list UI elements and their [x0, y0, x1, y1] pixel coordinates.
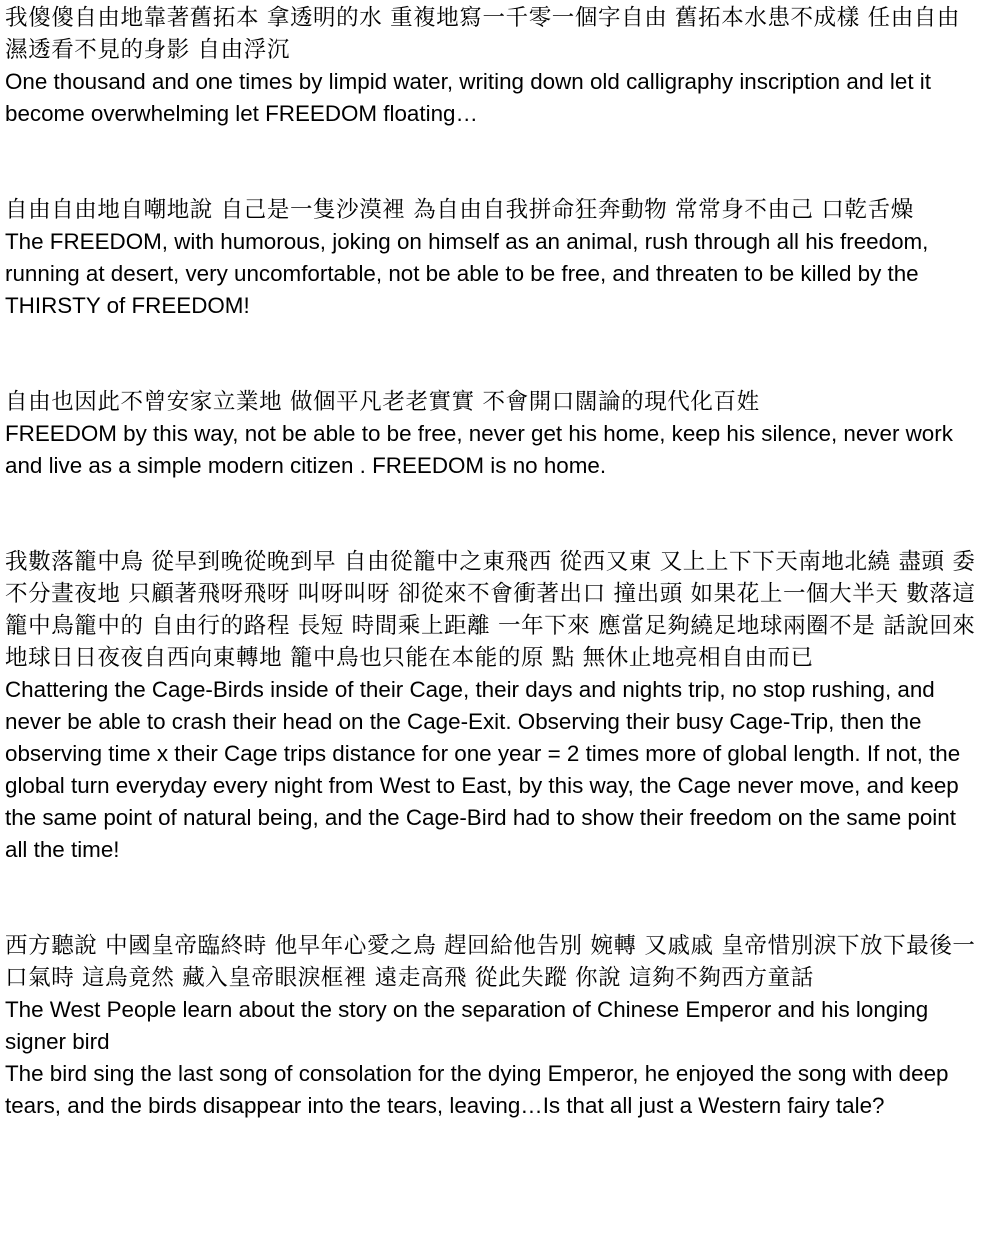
stanza-5-chinese-text: 西方聽說 中國皇帝臨終時 他早年心愛之鳥 趕回給他告別 婉轉 又戚戚 皇帝惜別淚下放下最後一口氣時 這鳥竟然 藏入皇帝眼淚框裡 遠走高飛 從此失蹤 你說 這夠不夠西方童話 — [5, 933, 976, 991]
document-body — [5, 2, 980, 1122]
stanza-divider — [5, 866, 980, 930]
stanza-1-english-text: One thousand and one times by limpid water, writing down old calligraphy inscription and let it become overwhelming let FREEDOM floating… — [5, 69, 931, 126]
stanza-4 — [5, 546, 980, 866]
stanza-4-english-text: Chattering the Cage-Birds inside of their Cage, their days and nights trip, no stop rushing, and never be able to crash their head on the Cage-Exit. Observing their busy Cage-Trip, then the observing time x their Cage trips distance for one year = 2 times more of global length. If not, the global turn everyday every night from West to East, by this way, the Cage never move, and keep the same point of natural being, and the Cage-Bird had to show their freedom on the same point all the time! — [5, 677, 961, 862]
stanza-5 — [5, 930, 980, 1122]
stanza-3-english-text: FREEDOM by this way, not be able to be free, never get his home, keep his silence, never work and live as a simple modern citizen . FREEDOM is no home. — [5, 421, 953, 478]
stanza-1 — [5, 2, 980, 130]
stanza-5-english-text-continued: The bird sing the last song of consolation for the dying Emperor, he enjoyed the song with deep tears, and the birds disappear into the tears, leaving…Is that all just a Western fairy tale? — [5, 1061, 949, 1118]
stanza-3-chinese-text: 自由也因此不曾安家立業地 做個平凡老老實實 不會開口闊論的現代化百姓 — [5, 389, 760, 415]
stanza-2-english-text: The FREEDOM, with humorous, joking on himself as an animal, rush through all his freedom, running at desert, very uncomfortable, not be able to be free, and threaten to be killed by the THIRSTY of FREEDOM! — [5, 229, 929, 318]
stanza-2 — [5, 194, 980, 322]
stanza-5-english-text: The West People learn about the story on the separation of Chinese Emperor and his longing signer bird — [5, 997, 929, 1054]
stanza-divider — [5, 322, 980, 386]
stanza-2-chinese-text: 自由自由地自嘲地說 自己是一隻沙漠裡 為自由自我拼命狂奔動物 常常身不由己 口乾舌燥 — [5, 197, 914, 223]
stanza-1-chinese-text: 我傻傻自由地靠著舊拓本 拿透明的水 重複地寫一千零一個字自由 舊拓本水患不成樣 任由自由 濕透看不見的身影 自由浮沉 — [5, 5, 961, 63]
stanza-4-chinese-text: 我數落籠中鳥 從早到晚從晚到早 自由從籠中之東飛西 從西又東 又上上下下天南地北繞 盡頭 委不分晝夜地 只顧著飛呀飛呀 叫呀叫呀 卻從來不會衝著出口 撞出頭 如果花上一個大半天 數落這籠中鳥籠中的 自由行的路程 長短 時間乘上距離 一年下來 應當足夠繞足地球兩圈不是 話說回來 地球日日夜夜自西向東轉地 籠中鳥也只能在本能的原 點 無休止地亮相自由而已 — [5, 549, 976, 671]
stanza-3 — [5, 386, 980, 482]
stanza-divider — [5, 130, 980, 194]
stanza-divider — [5, 482, 980, 546]
